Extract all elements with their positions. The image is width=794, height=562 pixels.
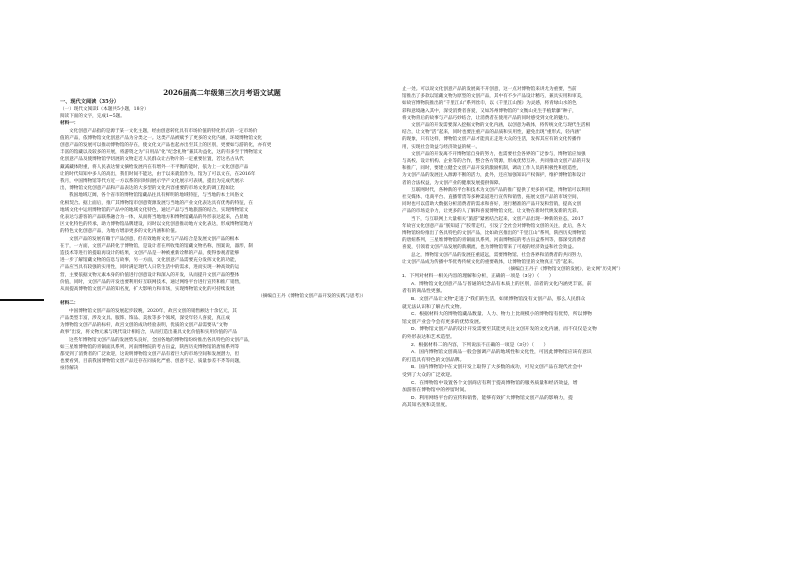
- subsection-heading: （一）现代文阅读Ⅰ（本题共5小题，18分）: [60, 107, 149, 112]
- text-line: 中国博物馆文创产品的发展起步较晚，2020年，故宫文创的销售额达十余亿元，其: [69, 308, 237, 314]
- text-line: 的现象，只有这样，博物馆文创产品才能真正走进大众的生活，发挥其应有的文化传播作: [402, 137, 582, 143]
- text-line: 区文化特色的传承，助力博物馆品牌建设，同时以文化创意推动地方文化表达，形成博物馆地方: [60, 222, 253, 228]
- text-line: 化相契合。据上面后，推广其博物馆市创意资源发展与当地的产业文化表达具有优秀的特征，在: [60, 200, 253, 206]
- option-text: 加游客在博物馆中的停留时间。: [402, 388, 470, 394]
- text-line: 亟待解决: [60, 366, 79, 372]
- left-column: [60, 88, 384, 373]
- text-line: 博物馆纷纷推出了各具特色的文创产品，比如故宫推出的“千里江山”系列，陕西历史博物馆: [402, 231, 586, 237]
- text-line: 都受到了消费者的广泛欢迎，这说明博物馆文创产品有着巨大的市场空间和发展潜力，但: [60, 351, 240, 357]
- text-line: 故事”出发，将文物元素与现代设计相结合，从而打造出兼具文化价值和实用价值的产品: [60, 330, 237, 336]
- text-line: 总之，博物馆文创产品的发展任重道远，需要博物馆、社会各界和消费者的共同努力，: [411, 252, 586, 258]
- option-text: 高其知名度和美誉度。: [402, 403, 450, 409]
- section-heading: 一、现代文阅读（35分）: [60, 99, 120, 105]
- text-line: 让文创产品成为传播中华优秀传统文化的重要载体，让博物馆里的文物真正“活”起来。: [402, 259, 577, 265]
- text-line: 社交媒体、电商平台、直播带货等多种渠道进行宣传和销售，拓展文创产品的市场空间，: [402, 195, 582, 201]
- option-c: C．在博物馆中设置各个文创商店有利于提高博物馆的服务质量和经济效益，增: [411, 380, 578, 386]
- option-text: 的打造具有特色的文创品牌。: [402, 357, 465, 363]
- text-line: 喜爱，引领着文创产品发展的新潮流，也为博物馆带来了可观的经济效益和社会效益。: [402, 245, 577, 251]
- text-line: 化表达与游客的产品联系融合为一体，从而将当地地方和博物馆藏品的外形表达起来，凸显地: [60, 215, 249, 221]
- material-2-citation: （摘编自王丹子《博物馆文创的发展》，论文网“历史网”）: [505, 267, 624, 273]
- right-paragraph-4: [402, 216, 727, 252]
- exam-title: 2026届高二年级第三次月考语文试题: [163, 88, 281, 97]
- text-line: 的特色文化创意产品，为地方增添更多的文化内涵和价值。: [60, 229, 180, 235]
- right-paragraph-2: [402, 151, 727, 187]
- material-1-paragraph-3: [60, 236, 384, 294]
- material-2-label: 材料二：: [60, 301, 79, 307]
- text-line: 和推广，同时，要建立健全文创产品开发的激励机制，调动工作人员的积极性和创造性，: [402, 166, 582, 172]
- text-line: 我月，中国博物馆等代方近一方以系的同时间展示学产文化展示可表规，提出为完成代展示: [60, 179, 244, 185]
- right-column: [402, 86, 727, 410]
- text-line: 与高校、设计机构、企业等的合作，整合各方资源，形成优势互补，共同推动文创产品的开发: [402, 159, 591, 165]
- text-line: 进一步了解馆藏文物的信息与故事，另一方面，文化创意产品需要充分发挥文化的功能，: [60, 258, 240, 264]
- text-line: 如故宫博物院推出的“千里江山”系列丝巾，以《千里江山图》为灵感，将青绿山水的色: [402, 101, 577, 107]
- text-line: 同时也可以借助大数据分析消费者的需求和喜好，进行精准的产品开发和营销，提高文创: [402, 202, 582, 208]
- text-line: 值的产品，依博物馆文化创意产品为分类之一。这类产品被赋予了更多的文化内涵，环境博物馆文化: [60, 135, 263, 141]
- binding-margin-mark: [0, 299, 44, 301]
- text-line: 文化创意产品指的是源于某一文化主题，经由创意转化具有市场价值的特化形式的一定市场价: [69, 128, 258, 134]
- text-line: 彩和意境融入其中，深受消费者喜爱，又如苏州博物馆的“文衡山先生手植紫藤”种子，: [402, 108, 577, 114]
- text-line: 也要看到，目前我国博物馆文创产品还存在同质化严重、创意不足、质量参差不齐等问题，: [60, 359, 244, 365]
- text-line: 互联网时代，各种新的平台和技术为文创产品的推广提供了更多的可能，博物馆可以利用: [411, 187, 591, 193]
- text-line: 我国地域辽阔，各个省市的博物馆馆藏品往具有鲜明的地域特征，与当地的本土风俗文: [69, 193, 244, 199]
- option-text: 受到了大众的广泛欢迎。: [402, 373, 455, 378]
- option-d: D．博物馆文创产品的设计开发需要至其能更关注文创开发的文化内涵，而不仅仅是文物: [411, 327, 597, 333]
- question-stem: 2．根据材料二的内容，下列说法不正确的一项是（3分）（ ）: [411, 342, 549, 348]
- text-line: 文创产品的开发需要深入挖掘文物的文化内涵，以创意为载体，将传统文化与现代生活相: [411, 123, 591, 129]
- option-a: A．国内博物馆文创商品一般会强调产品的地域性和文化性，可因此博物馆应该有意识: [411, 350, 592, 356]
- option-text: 者有的商品性更强。: [402, 289, 446, 295]
- text-line: 产品的市场竞争力，让更多的人了解和喜爱博物馆文化，让文物在新时代焕发新的光彩。: [402, 209, 582, 215]
- text-line: 止一处。可以说文化创意产品的发展离不开创意，这一点对博物馆来讲尤为重要，当前: [402, 87, 577, 92]
- option-a: A．博物馆文化创意产品与普通的纪念品有本质上的区别，前者的文化内涵更丰富，前: [411, 281, 592, 287]
- text-line: 为文创产品的发展注入源源不断的活力，此外，还应加强知识产权保护，维护博物馆和设计: [402, 173, 586, 179]
- question-stem: 1．下列对材料一相关内容的理解和分析，正确的一项是（3分）（ ）: [402, 274, 554, 280]
- question-2: [402, 342, 727, 410]
- option-text: 馆文创产业会今会有更多的优势发展。: [402, 319, 484, 325]
- text-line: 为博物馆文创产品的标杆，故宫文创的成功经验表明，优质的文创产品需要从“文物: [60, 323, 228, 329]
- text-line: 丰富的馆藏以及较多的开展，将游资之为“日用品”化“纪念礼物”兼其功益化，这的有多至于博物馆文: [60, 150, 263, 156]
- material-1-paragraph-2: [60, 192, 384, 235]
- material-1-paragraph-1: [60, 128, 384, 193]
- text-line: 产品类型丰富，涉及文具、服饰、饰品、美妆等多个领域，深受年轻人喜爱，真正成: [60, 315, 230, 321]
- text-line: 如三星堆博物馆的青铜面具系列，河南博物院的考古盲盒，陕西历史博物馆的唐妞系列等: [60, 344, 240, 350]
- reading-instruction: 阅读下面的文字，完成1~5题。: [60, 114, 125, 120]
- text-line: 文创产品的开发离不开博物馆自身的努力，也需要社会各界的广泛参与，博物馆应加强: [411, 151, 586, 157]
- option-text: 就无法认识和了解古代文物。: [402, 304, 465, 310]
- text-line: 将文物背后的故事与产品巧妙结合，让消费者在使用产品的同时感受到文化的魅力。: [402, 115, 572, 121]
- text-line: 藏减藏体附重，将人民表达情文摘给发展内在有增外一不平衡的能时，依为上一文化创意产品: [60, 164, 249, 170]
- text-line: 文创产品的发展有赖于产品创意，但有效地将文化与产品结合是发展文创产品的根本: [69, 236, 239, 242]
- option-text: 的外形表达和艺术造型。: [402, 335, 455, 341]
- text-line: 地域文化中运用博物馆的产品中的地域文化特色，通过产品与当地旅游的结合，实现博物馆文: [60, 207, 249, 213]
- right-paragraph-5: [402, 252, 727, 266]
- right-paragraph-3: [402, 187, 727, 216]
- text-line: 结合，让文物“活”起来，同时也要注重产品的品质和实用性，避免出现“重形式，轻内涵”: [402, 130, 582, 136]
- text-line: 从而提高博物馆文创产品的知名度，扩大影响力和市场，实现博物馆文化的可持续发展: [60, 287, 235, 293]
- text-line: 创意产品的发展可以推动博物馆的存在，使文化文产品也起亦出至其上的区别，更要如与游的化，亦有更: [60, 143, 272, 149]
- question-1: [402, 273, 727, 341]
- text-line: 当下，与互联网上大量相关“旅游”紧密结合起来，文创产品出现一种新的业态，2017: [411, 216, 584, 222]
- option-c: C．根据材料大的博物馆藏品数量、人力、物力上比规模小的博物馆有优势，所以博物: [411, 312, 592, 318]
- text-line: 产品应当具有较强的实用性，同时满足现代人日常生活中的需求，进而实现一种高效的运: [60, 265, 240, 271]
- text-line: 营，主要依据文物元素本身的价值进行创意设计和深入的开发，从而提升文创产品的整体: [60, 272, 240, 278]
- text-line: 造技术等进行的提取再设计的结果，文创产品是一种被重新诠释的产品，使得参观者能够: [60, 251, 240, 257]
- text-line: 的唐妞系列，三星堆博物馆的青铜面具系列，河南博物院的考古盲盒系列等，都深受消费者: [402, 238, 586, 244]
- option-d: D．利用网络平台的宣传和销售，能够有效扩大博物馆文创产品的影响力，提: [411, 395, 573, 401]
- text-line: 者的合法权益，为文创产业的健康发展提供保障。: [402, 180, 504, 186]
- material-1-citation: （摘编自王丹《博物馆文创产品开发的实践与思考》）: [258, 294, 366, 300]
- text-line: 年故宫文化创意产品“朕知道了”胶带走红，引发了全社会对博物馆文创的关注，此后，各大: [402, 223, 586, 229]
- text-line: 馆推出了多款以馆藏文物为原型的文创产品，其中有不少产品设计精巧，兼具实用和审美，: [402, 94, 586, 100]
- text-line: 让的时代知知中多人的高出，我们时间不能达，由于以来就馆作为，馆为了可以文在，在2016年: [60, 171, 256, 177]
- text-line: 用，实现社会效益与经济效益的统一。: [402, 144, 481, 150]
- material-2-paragraph: [60, 308, 384, 373]
- text-line: 出，博物馆文化创意产品和产品表达的大多型的文化内容重要的市场文化的调工程如比: [60, 186, 235, 192]
- option-b: B．文创产品让文物“走进了”我们的生活，如果博物馆没有文创产品，那么人民群众: [411, 297, 586, 303]
- text-line: 在于，一方面，文创产品转化于博物馆，是设计者在所收集的馆藏文物名称，图案说，器形，制: [60, 243, 253, 249]
- text-line: 化创意产品及使博物馆学切展的文物走近人民群众让古物片的一定重要位置，若这名古从代: [60, 157, 244, 163]
- material-1-label: 材料一：: [60, 121, 79, 127]
- text-line: 这些年博物馆文创产品的发展势头良好，全国各地的博物馆纷纷推出各具特色的文创产品，: [69, 337, 253, 343]
- text-line: 价值，同时，文创产品的开发也要利用好互联网技术，通过网络平台进行宣传和推广销售，: [60, 279, 244, 285]
- right-paragraph-1: [402, 86, 727, 151]
- option-b: B．国内博物馆中在文创开发上取得了大多数的成功，可见文创产品在现代社会中: [411, 365, 583, 371]
